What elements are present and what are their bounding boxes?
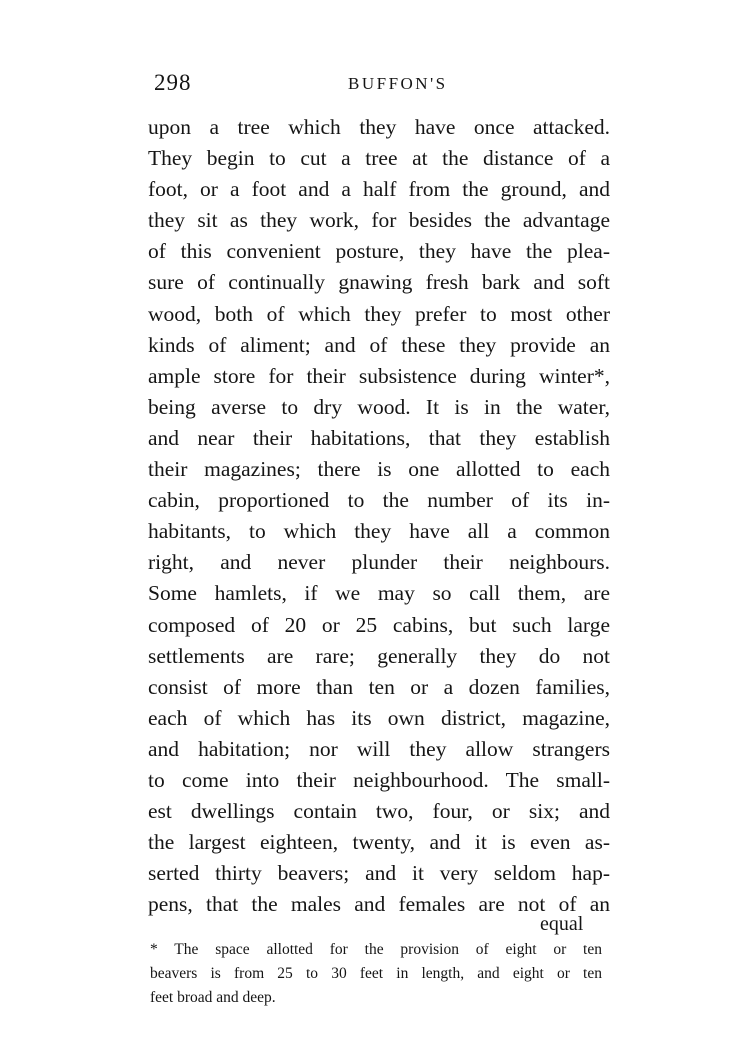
text-line: being averse to dry wood. It is in the water, [148,394,610,419]
text-line: habitants, to which they have all a common [148,519,610,544]
running-title: BUFFON'S [348,74,448,93]
text-line: of this convenient posture, they have the plea- [148,239,610,264]
text-line: They begin to cut a tree at the distance of a [148,146,610,171]
text-line: upon a tree which they have once attacked. [148,115,610,139]
text-line: they sit as they work, for besides the advantage [148,208,610,233]
text-line: wood, both of which they prefer to most other [148,301,610,326]
text-line: right, and never plunder their neighbours. [148,550,610,575]
text-line: and habitation; nor will they allow strangers [148,736,610,761]
text-line: consist of more than ten or a dozen families, [148,674,610,699]
text-line: and near their habitations, that they establish [148,425,610,450]
catchword: equal [540,913,584,935]
footnote-line: feet broad and deep. [150,989,276,1006]
text-line: sure of continually gnawing fresh bark and soft [148,270,610,295]
footnote-line: beavers is from 25 to 30 feet in length, and eight or ten [150,965,602,982]
footnote-line: * The space allotted for the provision of eight or ten [150,941,602,958]
text-line: serted thirty beavers; and it very seldom hap- [148,861,610,886]
text-line: to come into their neighbourhood. The small- [148,767,610,792]
running-head [150,70,610,100]
body-text [148,112,610,920]
text-line: est dwellings contain two, four, or six; and [148,799,610,824]
text-line: kinds of aliment; and of these they provide an [148,332,610,357]
text-line: their magazines; there is one allotted to each [148,457,610,482]
text-line: the largest eighteen, twenty, and it is even as- [148,830,610,855]
text-line: cabin, proportioned to the number of its in- [148,488,610,513]
page-number: 298 [154,70,192,95]
text-line: composed of 20 or 25 cabins, but such large [148,612,610,637]
text-line: Some hamlets, if we may so call them, are [148,581,610,606]
text-line: foot, or a foot and a half from the ground, and [148,177,610,202]
text-line: pens, that the males and females are not of an [148,892,610,917]
footnote [150,938,602,1010]
text-line: ample store for their subsistence during winter*, [148,363,610,388]
text-line: each of which has its own district, magazine, [148,705,610,730]
text-line: settlements are rare; generally they do not [148,643,610,668]
